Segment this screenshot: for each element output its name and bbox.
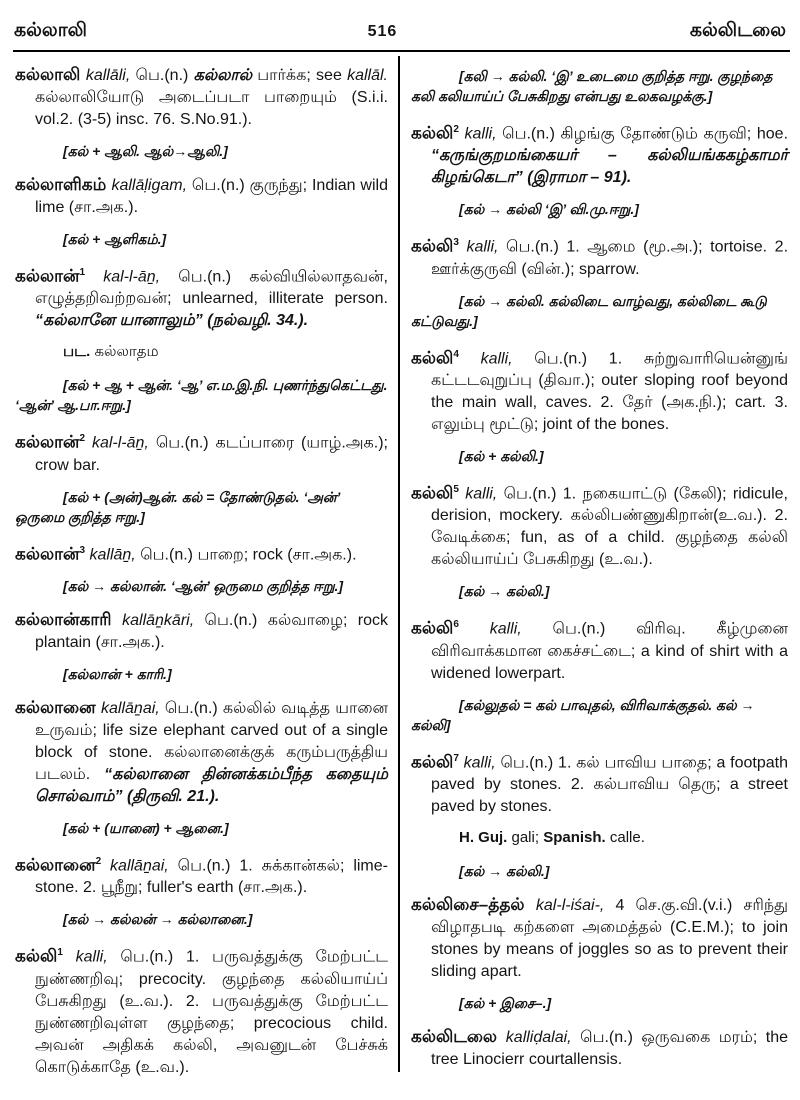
- dictionary-entry: [15, 428, 388, 476]
- transliteration: kalli,: [466, 238, 507, 256]
- definition-text: பெ.(n.) விரிவு. கீழ்முனை விரிவாக்கமான கைச்சட்டை; a kind of shirt with a widened lowerpart.: [431, 620, 789, 682]
- definition-text: calle.: [609, 828, 645, 846]
- etymology-note: [15, 576, 388, 596]
- homograph-number: 3: [79, 544, 86, 556]
- headword: கல்லிடலை: [411, 1026, 506, 1046]
- definition-text: பெ.(n.) 1. ஆமை (மூ.அ.); tortoise. 2. ஊர்க்குருவி (வின்.); sparrow.: [431, 238, 789, 278]
- headword: கல்லி: [411, 123, 454, 143]
- definition-text: [459, 350, 481, 367]
- transliteration: kalli,: [463, 753, 501, 771]
- definition-text: [101, 857, 110, 874]
- page-number: 516: [367, 23, 398, 40]
- headword: கல்லான்: [15, 266, 80, 286]
- headword: கல்லான்: [15, 543, 80, 563]
- transliteration: kallāli,: [85, 67, 136, 84]
- dictionary-entry: [15, 697, 388, 808]
- etymology-note: [411, 66, 788, 106]
- quotation-text: [கல் + இசை–.]: [459, 994, 552, 1011]
- etymology-note: [411, 993, 788, 1013]
- language-label: பட.: [63, 343, 95, 361]
- quotation-text: “கல்லானை தின்னக்கம்பீந்த கதையும் சொல்வாம்” (திருவி. 21.).: [35, 765, 389, 805]
- dictionary-entry: [15, 851, 388, 899]
- headword: கல்லி: [411, 347, 454, 367]
- quotation-text: கல்லால்: [193, 67, 258, 84]
- headword: கல்லி: [411, 618, 454, 638]
- quotation-text: “கருங்குறமங்கையர் – கல்லியங்ககழ்காமர் கிழங்கெடா” (இராமா – 91).: [431, 147, 788, 187]
- definition-text: gali;: [511, 828, 544, 846]
- etymology-note: [411, 446, 788, 466]
- quotation-text: [கல் → கல்லி. கல்லிடை வாழ்வது, கல்லிடை கூடு கட்டுவது.]: [411, 292, 767, 329]
- quotation-text: [கல் + ஆளிகம்.]: [63, 231, 167, 247]
- quotation-text: [கல்லுதல் = கல் பாவுதல், விரிவாக்குதல். கல் → கல்லி]: [411, 696, 755, 733]
- reference-note: [411, 828, 788, 848]
- transliteration: kallāṉai,: [101, 699, 165, 717]
- dictionary-entry: [411, 1026, 788, 1071]
- homograph-number: 2: [95, 855, 102, 867]
- text-columns: [0, 52, 800, 1089]
- quotation-text: [கல் + ஆலி. ஆல்→ஆலி.]: [63, 143, 228, 159]
- definition-text: 4 செ.கு.வி.(v.i.) சரிந்து விழாதபடி கற்களை அமைத்தல் (C.E.M.); to join stones by means of joggles so as to prevent their sliding apart.: [431, 896, 788, 980]
- homograph-number: 5: [453, 483, 459, 495]
- definition-text: பெ.(n.) 1. பருவத்துக்கு மேற்பட்ட நுண்ணறிவு; precocity. குழந்தை கல்லியாய்ப் பேசுகிறது (உ.வ.). 2. பருவத்துக்கு மேற்பட்ட நுண்ணறிவுள்ள குழந்தை; precocious child. அவன் அதிகக் கல்லி, அவனுடன் பேச்சுக் கொடுக்காதே (உ.வ.).: [35, 948, 389, 1076]
- headword: கல்லான்: [15, 432, 80, 452]
- headword: கல்லிசை–த்தல்: [411, 894, 536, 914]
- homograph-number: 7: [453, 752, 459, 764]
- homograph-number: 3: [453, 237, 459, 249]
- headword: கல்லானை: [15, 697, 102, 717]
- definition-text: பெ.(n.) 1. சுற்றுவாரியென்னுங் கட்டடவுறுப்பு (திவா.); outer sloping roof beyond the main wall, caves. 2. தேர் (அக.நி.); cart. 3. எலும்பு மூட்டு; joint of the bones.: [431, 349, 788, 433]
- transliteration: kalliḍalai,: [505, 1028, 581, 1046]
- header-left-guideword: கல்லாலி: [14, 20, 87, 41]
- definition-text: பெ.(n.) ஒருவகை மரம்; the tree Linocierr courtallensis.: [431, 1028, 788, 1068]
- headword: கல்லி: [411, 236, 454, 256]
- transliteration: kal-l-āṉ,: [91, 434, 156, 452]
- dictionary-entry: [15, 942, 388, 1078]
- definition-text: பெ.(n.): [135, 67, 194, 84]
- dictionary-entry: [15, 609, 388, 654]
- dictionary-entry: [411, 119, 788, 189]
- transliteration: kallāṉ,: [89, 545, 141, 563]
- etymology-note: [411, 291, 788, 331]
- transliteration: kalli,: [465, 485, 504, 503]
- headword: கல்லாளிகம்: [15, 175, 112, 194]
- headword: கல்லாலி: [15, 65, 86, 84]
- column-divider: [398, 56, 400, 1072]
- right-column: [398, 52, 800, 1089]
- etymology-note: [15, 487, 388, 527]
- dictionary-entry: [411, 748, 788, 818]
- headword: கல்லி: [411, 483, 454, 503]
- headword: கல்லான்காரி: [15, 609, 123, 629]
- homograph-number: 6: [453, 619, 459, 631]
- header-right-guideword: கல்லிடலை: [689, 20, 786, 41]
- transliteration: kallāḷigam,: [111, 177, 192, 194]
- etymology-note: [411, 861, 788, 881]
- language-label: Spanish.: [543, 828, 610, 846]
- definition-text: [459, 621, 490, 638]
- definition-text: பெ.(n.) கல்வாழை; rock plantain (சா.அக.).: [35, 611, 388, 651]
- etymology-note: [411, 695, 788, 735]
- language-label: H. Guj.: [459, 828, 512, 846]
- quotation-text: [கல் + (அன்)ஆன். கல் = தோண்டுதல். ‘அன்’ ஒருமை குறித்த ஈறு.]: [15, 488, 341, 525]
- transliteration: kalli,: [75, 948, 121, 966]
- transliteration: kallāṉai,: [110, 857, 178, 875]
- quotation-text: [கல் → கல்லான். ‘ஆன்’ ஒருமை குறித்த ஈறு.]: [63, 577, 344, 594]
- homograph-number: 1: [57, 947, 63, 959]
- quotation-text: [கல் + ஆ + ஆன். ‘ஆ’ எ.ம.இ.நி. புணர்ந்துகெட்டது. ‘ஆன்’ ஆ.பா.ஈறு.]: [15, 377, 388, 414]
- etymology-note: [15, 909, 388, 929]
- homograph-number: 2: [453, 124, 459, 135]
- definition-text: [85, 268, 103, 285]
- dictionary-entry: [15, 540, 388, 566]
- definition-text: பெ.(n.) பாறை; rock (சா.அக.).: [140, 545, 357, 563]
- headword: கல்லி: [411, 751, 454, 771]
- quotation-text: [கல் + (யானை) + ஆனை.]: [63, 819, 229, 836]
- homograph-number: 2: [79, 433, 86, 445]
- homograph-number: 1: [79, 267, 86, 278]
- definition-text: [63, 949, 76, 966]
- definition-text: [85, 435, 92, 452]
- definition-text: பெ.(n.) 1. சுக்கான்கல்; lime-stone. 2. பூநீறு; fuller's earth (சா.அக.).: [35, 857, 388, 897]
- transliteration: kalli,: [480, 349, 535, 367]
- quotation-text: [கல் + கல்லி.]: [459, 447, 544, 464]
- dictionary-entry: [15, 174, 388, 219]
- quotation-text: [கல் → கல்லி.]: [459, 862, 550, 879]
- definition-text: பெ.(n.) குருந்து; Indian wild lime (சா.அக.).: [35, 177, 388, 216]
- quotation-text: “கல்லானே யானாலும்” (நல்வழி. 34.).: [35, 312, 309, 330]
- definition-text: கல்லாலியோடு அடைப்படா பாறையும் (S.i.i. vol.2. (3-5) insc. 76. S.No.91.).: [35, 89, 388, 128]
- quotation-text: [கல் → கல்லி ‘இ’ வி.மு.ஈறு.]: [459, 201, 639, 218]
- headword: கல்லானை: [15, 855, 96, 875]
- quotation-text: [கலி → கல்லி. ‘இ’ உடைமை குறித்த ஈறு. குழந்தை கலி கலியாய்ப் பேசுகிறது என்பது உலகவழக்கு.]: [411, 68, 773, 104]
- definition-text: பெ.(n.) கல்வியில்லாதவன், எழுத்தறிவற்றவன்; unlearned, illiterate person.: [35, 268, 389, 308]
- etymology-note: [411, 581, 788, 601]
- reference-note: [15, 342, 388, 362]
- definition-text: கல்லாதம: [94, 343, 159, 361]
- quotation-text: [கல் → கல்லன் → கல்லானை.]: [63, 911, 253, 928]
- etymology-note: [15, 818, 388, 838]
- transliteration: kallāl.: [347, 67, 388, 84]
- dictionary-entry: [411, 894, 788, 983]
- quotation-text: [கல்லான் + காரி.]: [63, 665, 172, 682]
- dictionary-entry: [15, 262, 388, 332]
- transliteration: kal-l-āṉ,: [103, 268, 179, 286]
- quotation-text: [கல் → கல்லி.]: [459, 583, 550, 600]
- transliteration: kalli,: [464, 125, 503, 143]
- etymology-note: [15, 141, 388, 161]
- homograph-number: 4: [453, 348, 459, 360]
- definition-text: பெ.(n.) 1. கல் பாவிய பாதை; a footpath paved by stones. 2. கல்பாவிய தெரு; a street paved by stones.: [431, 753, 788, 815]
- transliteration: kallāṉkāri,: [122, 611, 205, 629]
- headword: கல்லி: [15, 946, 58, 966]
- definition-text: பார்க்க; see: [257, 67, 348, 84]
- dictionary-entry: [411, 232, 788, 280]
- definition-text: பெ.(n.) 1. நகையாட்டு (கேலி); ridicule, derision, mockery. கல்லிபண்ணுகிறான்(உ.வ.). 2. வேடிக்கை; fun, as of a child. குழந்தை கல்லி கல்லியாய்ப் பேசுகிறது (உ.வ.).: [431, 485, 788, 569]
- etymology-note: [15, 664, 388, 684]
- dictionary-entry: [15, 64, 388, 131]
- transliteration: kalli,: [489, 620, 553, 638]
- transliteration: kal-l-iśai-,: [535, 896, 616, 914]
- dictionary-entry: [411, 614, 788, 684]
- left-column: [0, 52, 398, 1089]
- etymology-note: [15, 375, 388, 415]
- page-header: [0, 0, 800, 48]
- etymology-note: [411, 199, 788, 219]
- dictionary-entry: [411, 479, 788, 571]
- definition-text: பெ.(n.) கடப்பாரை (யாழ்.அக.); crow bar.: [35, 434, 388, 474]
- definition-text: பெ.(n.) கிழங்கு தோண்டும் கருவி; hoe.: [502, 125, 789, 143]
- etymology-note: [15, 229, 388, 249]
- definition-text: பெ.(n.) கல்லில் வடித்த யானை உருவம்; life size elephant carved out of a single block of stone. கல்லானைக்குக் கரும்பருத்திய படலம்.: [35, 699, 388, 783]
- dictionary-entry: [411, 344, 788, 436]
